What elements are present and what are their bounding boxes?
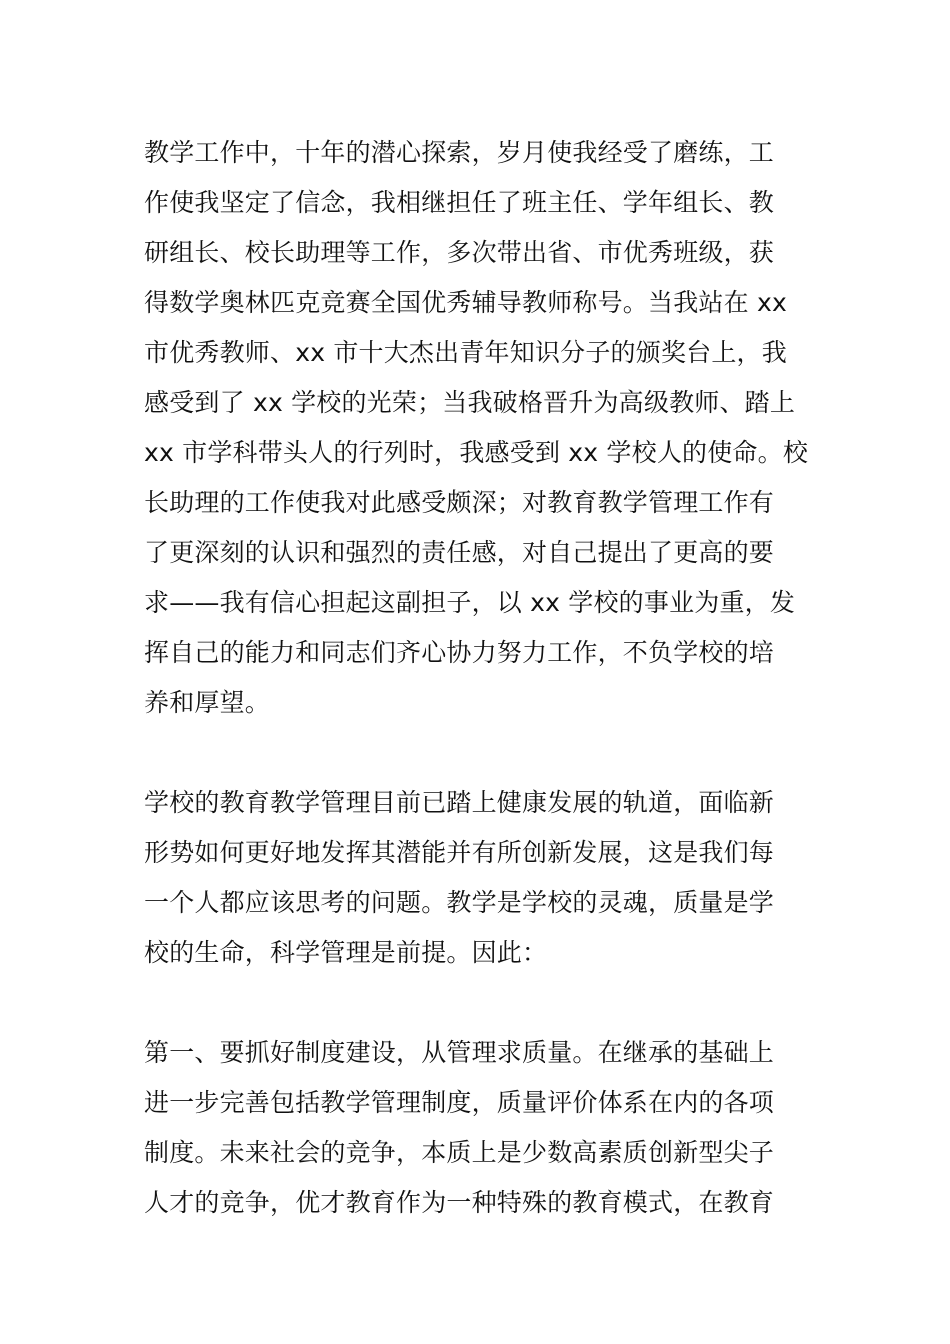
paragraph-line: 市优秀教师、xx 市十大杰出青年知识分子的颁奖台上，我 [144, 338, 787, 367]
paragraph-line: 长助理的工作使我对此感受颇深；对教育教学管理工作有 [144, 488, 775, 517]
paragraph-line: 研组长、校长助理等工作，多次带出省、市优秀班级，获 [144, 238, 775, 267]
paragraph-line: 一个人都应该思考的问题。教学是学校的灵魂，质量是学 [144, 888, 775, 917]
paragraph-line: 制度。未来社会的竞争，本质上是少数高素质创新型尖子 [144, 1138, 775, 1167]
paragraph-line: 人才的竞争，优才教育作为一种特殊的教育模式，在教育 [144, 1188, 775, 1217]
paragraph-line: 教学工作中，十年的潜心探索，岁月使我经受了磨练，工 [144, 138, 775, 167]
paragraph-line: 挥自己的能力和同志们齐心协力努力工作，不负学校的培 [144, 638, 775, 667]
paragraph-line: 感受到了 xx 学校的光荣；当我破格晋升为高级教师、踏上 [144, 388, 796, 417]
paragraph-line: 第一、要抓好制度建设，从管理求质量。在继承的基础上 [144, 1038, 775, 1067]
paragraph-line: 作使我坚定了信念，我相继担任了班主任、学年组长、教 [144, 188, 775, 217]
paragraph-line: 进一步完善包括教学管理制度，质量评价体系在内的各项 [144, 1088, 775, 1117]
paragraph-line: 得数学奥林匹克竞赛全国优秀辅导教师称号。当我站在 xx [144, 288, 787, 317]
paragraph-line: 学校的教育教学管理目前已踏上健康发展的轨道，面临新 [144, 788, 775, 817]
paragraph-1 [144, 128, 824, 728]
paragraph-line: 求——我有信心担起这副担子，以 xx 学校的事业为重，发 [144, 588, 796, 617]
paragraph-3 [144, 1028, 824, 1228]
paragraph-line: 了更深刻的认识和强烈的责任感，对自己提出了更高的要 [144, 538, 775, 567]
paragraph-2 [144, 778, 824, 978]
paragraph-line: 形势如何更好地发挥其潜能并有所创新发展，这是我们每 [144, 838, 775, 867]
paragraph-line: 校的生命，科学管理是前提。因此： [144, 938, 548, 967]
paragraph-line: 养和厚望。 [144, 688, 271, 717]
paragraph-line: xx 市学科带头人的行列时，我感受到 xx 学校人的使命。校 [144, 438, 809, 467]
